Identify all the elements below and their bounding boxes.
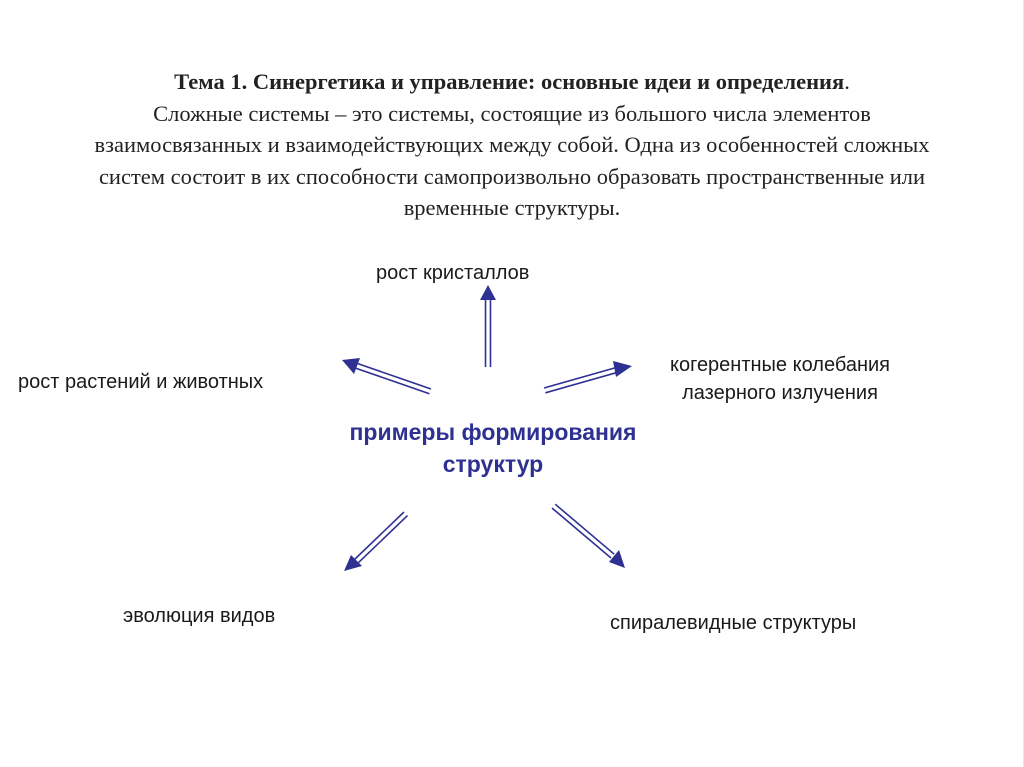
body-line-4: временные структуры. [403,195,621,220]
arrow-to-left [342,358,431,394]
slide-title-dot: . [844,69,850,94]
slide-title: Тема 1. Синергетика и управление: основные идеи и определения [174,69,845,94]
label-laser-line-2: лазерного излучения [682,382,878,404]
arrow-to-bottom-right [552,504,625,568]
arrow-to-right [544,361,632,393]
body-line-3: систем состоит в их способности самопроизвольно образовать пространственные или [98,163,926,189]
center-label-line-2: структур [442,451,544,477]
label-plants-animals: рост растений и животных [18,371,264,393]
arrow-to-top [480,285,496,367]
center-label [283,416,703,480]
label-species-evolution: эволюция видов [123,605,276,627]
label-laser-oscillations [632,351,928,407]
label-crystal-growth: рост кристаллов [376,262,530,284]
arrow-to-bottom-left [344,512,408,571]
label-laser-line-1: когерентные колебания [669,354,891,376]
body-line-1: Сложные системы – это системы, состоящие из большого числа элементов [153,100,871,126]
label-spiral-structures: спиралевидные структуры [610,612,857,634]
body-line-2: взаимосвязанных и взаимодействующих между собой. Одна из особенностей сложных [94,132,930,157]
center-label-line-1: примеры формирования [349,419,637,445]
